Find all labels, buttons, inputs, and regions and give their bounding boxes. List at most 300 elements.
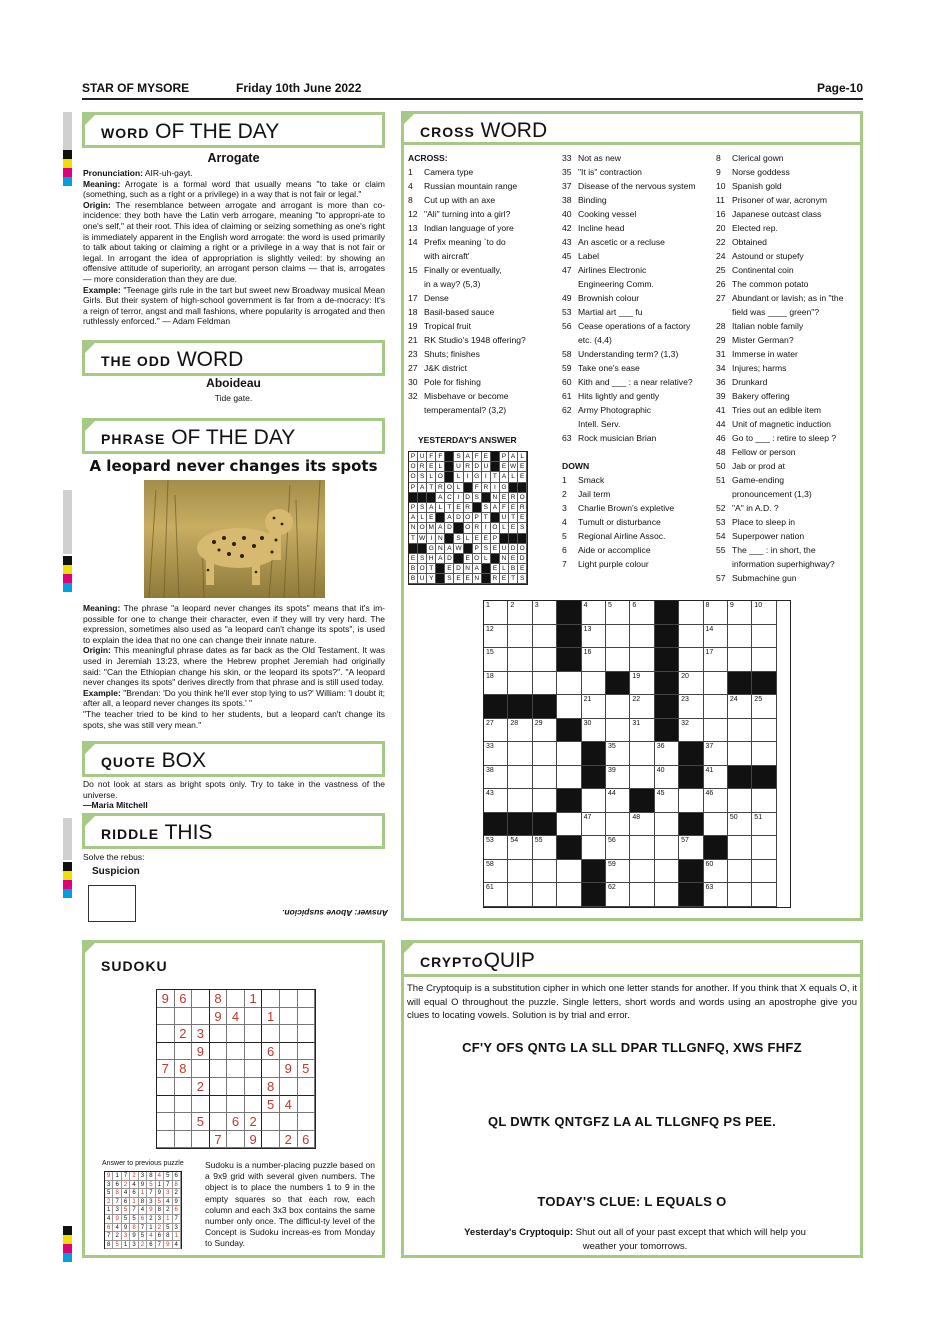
crossword-cell[interactable] — [752, 719, 776, 743]
clue-text: Game-ending — [732, 475, 785, 485]
crossword-cell[interactable]: 9 — [728, 601, 752, 625]
crossword-cell[interactable] — [704, 695, 728, 719]
crossword-cell[interactable] — [679, 625, 703, 649]
yesterday-grid-cell: O — [518, 544, 527, 554]
crossword-cell[interactable]: 54 — [508, 836, 532, 860]
phrase-example-2: "The teacher tried to be kind to her students, but a leopard can't change its spots, she was still very mean." — [83, 708, 385, 730]
clue-item — [408, 277, 558, 291]
previous-sudoku-cell: 1 — [164, 1215, 172, 1224]
sudoku-cell[interactable] — [280, 1043, 298, 1061]
sudoku-cell[interactable] — [245, 1008, 263, 1026]
crossword-cell[interactable]: 22 — [630, 695, 654, 719]
clue-number: 60 — [562, 377, 572, 387]
sudoku-cell[interactable] — [192, 1060, 210, 1078]
sudoku-cell[interactable] — [175, 1096, 193, 1114]
crossword-cell[interactable]: 23 — [679, 695, 703, 719]
clue-item — [716, 543, 858, 557]
crossword-cell[interactable]: 36 — [655, 742, 679, 766]
crossword-cell[interactable] — [630, 648, 654, 672]
sudoku-cell[interactable] — [262, 1025, 280, 1043]
crossword-block — [704, 836, 728, 860]
crossword-cell[interactable] — [752, 836, 776, 860]
crossword-cell[interactable] — [655, 860, 679, 884]
sudoku-cell[interactable] — [175, 1008, 193, 1026]
sudoku-cell[interactable] — [227, 1025, 245, 1043]
crossword-cell[interactable] — [508, 672, 532, 696]
corner-flag-icon — [82, 112, 98, 128]
sudoku-cell[interactable] — [210, 1078, 228, 1096]
sudoku-cell[interactable] — [192, 990, 210, 1008]
sudoku-cell[interactable] — [175, 1113, 193, 1131]
sudoku-cell[interactable] — [192, 1131, 210, 1149]
sudoku-cell[interactable] — [262, 1113, 280, 1131]
yesterday-grid-cell: U — [482, 462, 491, 472]
sudoku-cell[interactable] — [210, 1025, 228, 1043]
clue-number: 43 — [562, 237, 572, 247]
crossword-cell[interactable] — [508, 860, 532, 884]
clue-number: 25 — [716, 265, 726, 275]
crossword-cell[interactable] — [508, 766, 532, 790]
clue-text: Charlie Brown's expletive — [578, 503, 675, 513]
yesterday-grid-cell: E — [500, 462, 509, 472]
crossword-cell[interactable] — [606, 719, 630, 743]
sudoku-cell: 6 — [298, 1131, 316, 1149]
crossword-cell[interactable] — [582, 789, 606, 813]
crossword-cell[interactable]: 10 — [752, 601, 776, 625]
crossword-cell[interactable] — [557, 672, 581, 696]
crossword-row — [484, 672, 790, 696]
crossword-cell[interactable] — [679, 648, 703, 672]
crossword-cell[interactable]: 55 — [533, 836, 557, 860]
crossword-cell[interactable]: 39 — [606, 766, 630, 790]
sudoku-cell[interactable] — [210, 1043, 228, 1061]
clue-number: 10 — [716, 181, 726, 191]
sudoku-grid[interactable] — [156, 989, 316, 1149]
clue-text: Disease of the nervous system — [578, 181, 696, 191]
crossword-cell[interactable]: 38 — [484, 766, 508, 790]
crossword-grid[interactable] — [483, 600, 791, 908]
crossword-cell[interactable]: 15 — [484, 648, 508, 672]
yesterday-grid-row — [409, 554, 527, 564]
sudoku-cell[interactable] — [280, 1078, 298, 1096]
crossword-cell[interactable] — [630, 836, 654, 860]
crossword-cell[interactable]: 43 — [484, 789, 508, 813]
previous-sudoku-cell: 8 — [156, 1206, 164, 1215]
sudoku-cell[interactable] — [262, 1060, 280, 1078]
crossword-cell[interactable]: 18 — [484, 672, 508, 696]
sudoku-cell[interactable] — [298, 1096, 316, 1114]
clue-number: 40 — [562, 209, 572, 219]
sudoku-cell[interactable] — [245, 1060, 263, 1078]
crossword-cell[interactable]: 1 — [484, 601, 508, 625]
yesterday-grid-cell: A — [445, 544, 454, 554]
crossword-cell[interactable]: 48 — [630, 813, 654, 837]
sudoku-cell: 9 — [192, 1043, 210, 1061]
sudoku-cell[interactable] — [227, 1078, 245, 1096]
clue-text: Clerical gown — [732, 153, 784, 163]
crossword-cell[interactable]: 32 — [679, 719, 703, 743]
crossword-cell[interactable]: 20 — [679, 672, 703, 696]
yesterday-grid-cell — [473, 503, 482, 513]
clue-number: 29 — [716, 335, 726, 345]
crossword-cell[interactable]: 46 — [704, 789, 728, 813]
sudoku-cell[interactable] — [280, 1008, 298, 1026]
crossword-cell[interactable] — [630, 742, 654, 766]
crossword-cell[interactable]: 29 — [533, 719, 557, 743]
sudoku-cell[interactable] — [227, 990, 245, 1008]
clue-item — [408, 249, 558, 263]
crossword-cell[interactable] — [728, 648, 752, 672]
previous-sudoku-cell: 7 — [105, 1232, 113, 1241]
word-of-day-word: Arrogate — [207, 151, 260, 165]
clue-number: 54 — [716, 531, 726, 541]
sudoku-cell[interactable] — [227, 1043, 245, 1061]
clue-number: 39 — [716, 391, 726, 401]
crossword-cell[interactable] — [533, 625, 557, 649]
clue-item — [716, 445, 858, 459]
yesterday-grid-cell: L — [482, 554, 491, 564]
previous-sudoku-cell: 9 — [139, 1181, 147, 1190]
crossword-cell[interactable] — [508, 625, 532, 649]
crossword-cell[interactable] — [508, 742, 532, 766]
crossword-cell[interactable]: 12 — [484, 625, 508, 649]
clue-text: Submachine gun — [732, 573, 797, 583]
crossword-cell[interactable] — [557, 742, 581, 766]
crossword-cell[interactable] — [728, 883, 752, 907]
previous-sudoku-cell: 6 — [105, 1224, 113, 1233]
sudoku-cell[interactable] — [262, 1131, 280, 1149]
yesterday-grid-cell — [491, 513, 500, 523]
crossword-cell[interactable] — [704, 672, 728, 696]
sudoku-row — [157, 1113, 315, 1131]
crossword-cell[interactable]: 57 — [679, 836, 703, 860]
crossword-cell[interactable] — [679, 789, 703, 813]
crossword-cell[interactable]: 21 — [582, 695, 606, 719]
previous-sudoku-cell: 2 — [173, 1189, 181, 1198]
crossword-cell[interactable] — [582, 836, 606, 860]
crossword-cell[interactable] — [704, 813, 728, 837]
crossword-cell[interactable]: 24 — [728, 695, 752, 719]
corner-flag-icon — [82, 940, 98, 956]
yesterday-grid-cell: E — [482, 534, 491, 544]
crossword-cell[interactable]: 60 — [704, 860, 728, 884]
sudoku-cell[interactable] — [227, 1060, 245, 1078]
crossword-cell[interactable] — [508, 883, 532, 907]
sudoku-cell[interactable] — [298, 1113, 316, 1131]
sudoku-cell[interactable] — [262, 990, 280, 1008]
sudoku-cell[interactable] — [280, 1113, 298, 1131]
crossword-cell[interactable]: 2 — [508, 601, 532, 625]
word-meaning: Arrogate is a formal word that usually means "to take or claim (something, such as a right or a privilege) in a way that is not fair or legal." — [83, 178, 385, 200]
crossword-cell[interactable] — [752, 648, 776, 672]
crossword-cell[interactable]: 3 — [533, 601, 557, 625]
crossword-cell[interactable]: 51 — [752, 813, 776, 837]
crossword-cell[interactable] — [630, 625, 654, 649]
yesterday-grid-cell — [500, 534, 509, 544]
clue-number: 1 — [562, 475, 567, 485]
clue-number: 19 — [408, 321, 418, 331]
crossword-cell[interactable]: 28 — [508, 719, 532, 743]
crossword-cell[interactable] — [704, 719, 728, 743]
yesterday-grid-cell: O — [464, 523, 473, 533]
sudoku-cell[interactable] — [280, 990, 298, 1008]
crossword-block — [582, 883, 606, 907]
clue-item — [408, 347, 558, 361]
sudoku-cell[interactable] — [175, 1043, 193, 1061]
crossword-block — [655, 625, 679, 649]
sudoku-cell[interactable] — [157, 1131, 175, 1149]
crossword-cell[interactable]: 30 — [582, 719, 606, 743]
crossword-cell[interactable] — [557, 766, 581, 790]
crossword-cell[interactable]: 31 — [630, 719, 654, 743]
sudoku-cell[interactable] — [157, 1078, 175, 1096]
yesterday-grid-cell — [445, 534, 454, 544]
previous-sudoku-cell: 4 — [173, 1241, 181, 1250]
sudoku-cell[interactable] — [298, 990, 316, 1008]
clue-text: Cut up with an axe — [424, 195, 496, 205]
clue-number: 57 — [716, 573, 726, 583]
sudoku-cell[interactable] — [227, 1131, 245, 1149]
crossword-cell[interactable] — [533, 672, 557, 696]
crossword-cell[interactable] — [728, 719, 752, 743]
sudoku-cell[interactable] — [227, 1096, 245, 1114]
crossword-cell[interactable]: 63 — [704, 883, 728, 907]
yesterday-grid-cell: P — [500, 452, 509, 462]
crossword-cell[interactable] — [533, 860, 557, 884]
crossword-cell[interactable] — [557, 883, 581, 907]
crossword-cell[interactable] — [728, 742, 752, 766]
sudoku-cell[interactable] — [298, 1043, 316, 1061]
previous-sudoku-cell: 5 — [139, 1232, 147, 1241]
clue-number: 38 — [562, 195, 572, 205]
crossword-cell[interactable] — [508, 789, 532, 813]
clue-text: Abundant or lavish; as in "the — [732, 293, 844, 303]
sudoku-cell[interactable] — [298, 1025, 316, 1043]
clue-text: pronouncement (1,3) — [732, 489, 812, 499]
crossword-cell[interactable]: 40 — [655, 766, 679, 790]
sudoku-cell[interactable] — [245, 1078, 263, 1096]
crossword-cell[interactable]: 53 — [484, 836, 508, 860]
sudoku-row — [157, 1078, 315, 1096]
crossword-cell[interactable] — [679, 601, 703, 625]
crossword-cell[interactable]: 16 — [582, 648, 606, 672]
sudoku-cell[interactable] — [157, 1008, 175, 1026]
previous-sudoku-cell: 3 — [122, 1232, 130, 1241]
crossword-cell[interactable] — [752, 789, 776, 813]
crossword-cell[interactable] — [533, 648, 557, 672]
clue-text: Injures; harms — [732, 363, 787, 373]
crossword-cell[interactable]: 4 — [582, 601, 606, 625]
crossword-block — [655, 719, 679, 743]
sudoku-cell[interactable] — [280, 1025, 298, 1043]
previous-sudoku-cell: 3 — [113, 1206, 121, 1215]
crossword-cell[interactable] — [606, 625, 630, 649]
clue-number: 63 — [562, 433, 572, 443]
crossword-cell[interactable]: 45 — [655, 789, 679, 813]
yesterday-grid-cell: S — [482, 503, 491, 513]
quote-author: —Maria Mitchell — [83, 800, 148, 811]
previous-sudoku-cell: 6 — [130, 1189, 138, 1198]
clue-number: 12 — [408, 209, 418, 219]
crossword-cell[interactable] — [533, 742, 557, 766]
crossword-cell[interactable] — [655, 813, 679, 837]
clue-item — [716, 305, 858, 319]
previous-sudoku-cell: 5 — [156, 1198, 164, 1207]
sudoku-cell[interactable] — [210, 1096, 228, 1114]
section-title: QUOTE — [101, 754, 156, 770]
crossword-cell[interactable] — [606, 695, 630, 719]
crossword-cell[interactable] — [533, 883, 557, 907]
clue-item — [408, 291, 558, 305]
clue-item — [562, 501, 712, 515]
clue-item — [716, 515, 858, 529]
previous-sudoku-cell: 7 — [122, 1172, 130, 1181]
crossword-cell[interactable]: 35 — [606, 742, 630, 766]
crossword-cell[interactable]: 41 — [704, 766, 728, 790]
sudoku-cell[interactable] — [245, 1096, 263, 1114]
sudoku-cell[interactable] — [192, 1096, 210, 1114]
sudoku-cell[interactable] — [175, 1131, 193, 1149]
clue-item — [716, 529, 858, 543]
clue-text: Tumult or disturbance — [578, 517, 661, 527]
yesterday-grid-cell: A — [509, 452, 518, 462]
crossword-cell[interactable] — [655, 836, 679, 860]
crossword-cell[interactable]: 50 — [728, 813, 752, 837]
crossword-block — [508, 813, 532, 837]
crossword-cell[interactable]: 17 — [704, 648, 728, 672]
sudoku-cell[interactable] — [192, 1008, 210, 1026]
clue-item — [562, 165, 712, 179]
clue-text: Mister German? — [732, 335, 794, 345]
yesterday-grid-cell: M — [427, 523, 436, 533]
previous-puzzle-label: Answer to previous puzzle — [102, 1160, 184, 1167]
sudoku-cell[interactable] — [210, 1060, 228, 1078]
crossword-cell[interactable] — [728, 625, 752, 649]
crossword-cell[interactable] — [655, 883, 679, 907]
crossword-cell[interactable] — [557, 813, 581, 837]
crossword-cell[interactable]: 56 — [606, 836, 630, 860]
previous-sudoku-row — [105, 1215, 181, 1224]
clue-number: 5 — [562, 531, 567, 541]
crossword-cell[interactable] — [606, 648, 630, 672]
yesterday-grid-cell: P — [473, 544, 482, 554]
sudoku-cell[interactable] — [157, 1096, 175, 1114]
crossword-cell[interactable]: 8 — [704, 601, 728, 625]
crossword-cell[interactable] — [630, 766, 654, 790]
clue-number: 4 — [408, 181, 413, 191]
previous-sudoku-cell: 3 — [164, 1189, 172, 1198]
crossword-cell[interactable] — [728, 789, 752, 813]
sudoku-cell[interactable] — [210, 1113, 228, 1131]
crossword-cell[interactable]: 61 — [484, 883, 508, 907]
sudoku-cell[interactable] — [245, 1025, 263, 1043]
crossword-cell[interactable]: 19 — [630, 672, 654, 696]
clue-number: 34 — [716, 363, 726, 373]
crossword-cell[interactable] — [630, 860, 654, 884]
crossword-cell[interactable]: 13 — [582, 625, 606, 649]
crossword-cell[interactable]: 58 — [484, 860, 508, 884]
clue-number: 24 — [716, 251, 726, 261]
sudoku-cell[interactable] — [175, 1078, 193, 1096]
yesterday-grid-cell: F — [473, 483, 482, 493]
clue-item — [562, 221, 712, 235]
crossword-cell[interactable]: 62 — [606, 883, 630, 907]
clue-item — [562, 235, 712, 249]
sudoku-cell[interactable] — [157, 1113, 175, 1131]
crossword-cell[interactable]: 33 — [484, 742, 508, 766]
crossword-cell[interactable]: 6 — [630, 601, 654, 625]
clue-text: Unit of magnetic induction — [732, 419, 831, 429]
across-label: ACROSS: — [408, 153, 448, 163]
yesterday-grid-row — [409, 574, 527, 584]
clue-number: 2 — [562, 489, 567, 499]
sudoku-cell[interactable] — [157, 1043, 175, 1061]
crossword-cell[interactable] — [728, 836, 752, 860]
crossword-cell[interactable]: 14 — [704, 625, 728, 649]
yesterday-grid-cell: R — [473, 523, 482, 533]
crossword-cell[interactable] — [728, 860, 752, 884]
crossword-cell[interactable] — [557, 860, 581, 884]
crossword-cell[interactable] — [582, 672, 606, 696]
clue-item — [562, 305, 712, 319]
yesterday-grid-cell: A — [473, 564, 482, 574]
clue-item — [408, 305, 558, 319]
yesterday-grid-cell: U — [418, 574, 427, 584]
phrase-header — [82, 418, 385, 454]
crossword-cell[interactable]: 47 — [582, 813, 606, 837]
sudoku-cell[interactable] — [157, 1025, 175, 1043]
clue-text: Cooking vessel — [578, 209, 637, 219]
crossword-cell[interactable] — [557, 695, 581, 719]
previous-sudoku-row — [105, 1206, 181, 1215]
sudoku-cell[interactable] — [298, 1078, 316, 1096]
previous-sudoku-cell: 2 — [156, 1224, 164, 1233]
clue-item — [408, 207, 558, 221]
crossword-cell[interactable] — [533, 766, 557, 790]
crossword-cell[interactable]: 59 — [606, 860, 630, 884]
crossword-cell[interactable]: 25 — [752, 695, 776, 719]
yesterday-grid-cell: G — [473, 472, 482, 482]
clue-text: "A" in A.D. ? — [732, 503, 779, 513]
sudoku-cell[interactable] — [245, 1043, 263, 1061]
clue-text: information superhighway? — [732, 559, 835, 569]
crossword-cell[interactable]: 27 — [484, 719, 508, 743]
crossword-cell[interactable] — [606, 813, 630, 837]
crossword-cell[interactable] — [630, 883, 654, 907]
clue-number: 30 — [408, 377, 418, 387]
riddle-header — [82, 813, 385, 849]
clue-text: Tries out an edible item — [732, 405, 822, 415]
clue-number: 20 — [716, 223, 726, 233]
crossword-block — [557, 836, 581, 860]
crossword-cell[interactable] — [752, 883, 776, 907]
sudoku-cell[interactable] — [298, 1008, 316, 1026]
yesterday-grid-cell: L — [509, 472, 518, 482]
crossword-cell[interactable] — [752, 742, 776, 766]
clue-number: 9 — [716, 167, 721, 177]
yesterday-grid-row — [409, 452, 527, 462]
crossword-cell[interactable] — [533, 789, 557, 813]
crossword-cell[interactable]: 44 — [606, 789, 630, 813]
clue-text: field was ____ green"? — [732, 307, 820, 317]
crossword-cell[interactable] — [752, 625, 776, 649]
clue-number: 35 — [562, 167, 572, 177]
color-registration-marks — [63, 150, 72, 186]
crossword-cell[interactable]: 5 — [606, 601, 630, 625]
crossword-cell[interactable] — [508, 648, 532, 672]
crossword-cell[interactable] — [752, 860, 776, 884]
crossword-cell[interactable]: 37 — [704, 742, 728, 766]
